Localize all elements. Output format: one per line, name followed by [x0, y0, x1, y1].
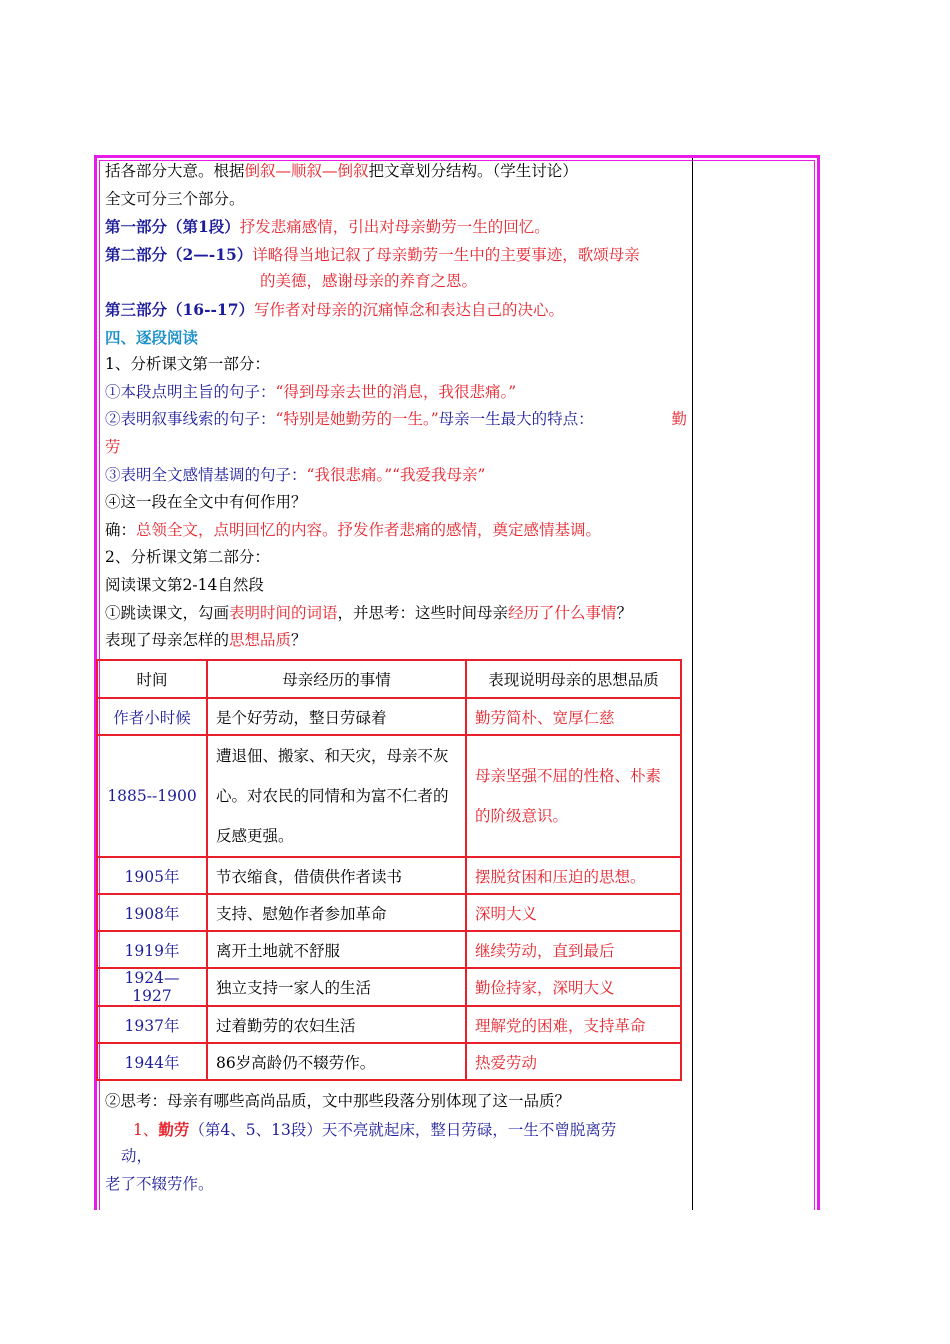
- part-3: [105, 296, 687, 324]
- answer-text: 总领全文，点明回忆的内容。抒发作者悲痛的感情，奠定感情基调。: [136, 520, 602, 539]
- quality-item-cont-2: 老了不辍劳作。: [105, 1174, 214, 1193]
- cell-event: 支持、慰勉作者参加革命: [207, 894, 466, 931]
- cell-event: 是个好劳动，整日劳碌着: [207, 698, 466, 735]
- skim-text-2: ？: [291, 631, 307, 650]
- header-event: 母亲经历的事情: [207, 660, 466, 698]
- main-content: [105, 158, 687, 655]
- reading-instruction: 阅读课文第2-14自然段: [105, 575, 264, 594]
- cell-event: 遭退佃、搬家、和天灾，母亲不灰心。对农民的同情和为富不仁者的反感更强。: [207, 735, 466, 857]
- question-answer: “我很悲痛。”“我爱我母亲”: [306, 465, 486, 484]
- cell-quality: 勤劳简朴、宽厚仁慈: [466, 698, 681, 735]
- mother-timeline-table: [96, 659, 682, 1081]
- answer-4: [105, 517, 687, 545]
- cell-event: 离开土地就不舒服: [207, 931, 466, 968]
- question-2: [105, 406, 687, 434]
- part-text: 抒发悲痛感情，引出对母亲勤劳一生的回忆。: [239, 218, 550, 237]
- skim-instruction-2: [105, 627, 687, 655]
- table-row: [97, 1043, 681, 1080]
- skim-highlight-2: 经历了什么事情: [508, 603, 617, 622]
- cell-event: 过着勤劳的农妇生活: [207, 1006, 466, 1043]
- quality-item-cont: 动，: [121, 1147, 153, 1166]
- cell-event: 独立支持一家人的生活: [207, 968, 466, 1006]
- cell-quality: 热爱劳动: [466, 1043, 681, 1080]
- intro-text-2: 把文章划分结构。（学生讨论）: [368, 162, 578, 180]
- cell-time: 1944年: [97, 1043, 207, 1080]
- question-answer-2: 勤: [671, 410, 687, 429]
- cell-quality: 摆脱贫困和压迫的思想。: [466, 857, 681, 894]
- cell-time: 1924—1927: [97, 968, 207, 1006]
- table-row: [97, 698, 681, 735]
- question-label: ②表明叙事线索的句子：: [105, 410, 276, 429]
- question-4: ④这一段在全文中有何作用？: [105, 493, 307, 512]
- table-row: [97, 968, 681, 1006]
- analysis-part-2: 2、分析课文第二部分：: [105, 548, 270, 567]
- think-question: ②思考：母亲有哪些高尚品质，文中那些段落分别体现了这一品质？: [105, 1092, 571, 1110]
- part-label: 第三部分（16--17）: [105, 299, 255, 319]
- question-answer: “特别是她勤劳的一生。”: [275, 410, 439, 429]
- skim-highlight: 表明时间的词语: [229, 603, 338, 622]
- intro-line-1: [105, 158, 687, 186]
- analysis-part-1: 1、分析课文第一部分：: [105, 355, 270, 374]
- question-2-cont: 劳: [105, 437, 121, 456]
- cell-time: 1885--1900: [97, 735, 207, 857]
- cell-event: 节衣缩食，借债供作者读书: [207, 857, 466, 894]
- table-header-row: [97, 660, 681, 698]
- header-quality: 表现说明母亲的思想品质: [466, 660, 681, 698]
- intro-line-2: 全文可分三个部分。: [105, 189, 245, 208]
- question-answer: “得到母亲去世的消息，我很悲痛。”: [275, 382, 517, 401]
- cell-quality: 深明大义: [466, 894, 681, 931]
- table-row: [97, 857, 681, 894]
- cell-time: 1937年: [97, 1006, 207, 1043]
- cell-quality: 继续劳动，直到最后: [466, 931, 681, 968]
- question-1: [105, 379, 687, 407]
- cell-quality: 理解党的困难，支持革命: [466, 1006, 681, 1043]
- quality-item: [105, 1116, 687, 1144]
- cell-quality: 母亲坚强不屈的性格、朴素的阶级意识。: [466, 735, 681, 857]
- part-2-cont: 的美德，感谢母亲的养育之恩。: [260, 272, 478, 291]
- column-divider: [692, 158, 693, 1210]
- item-number: 1、: [133, 1120, 159, 1139]
- question-label: ③表明全文感情基调的句子：: [105, 465, 307, 484]
- skim-highlight: 思想品质: [229, 631, 292, 650]
- cell-time: 1908年: [97, 894, 207, 931]
- table-row: [97, 931, 681, 968]
- skim-text: ①跳读课文，勾画: [105, 603, 230, 622]
- narrative-order: 倒叙—顺叙—倒叙: [244, 162, 369, 180]
- skim-text-3: ？: [616, 603, 633, 622]
- table-row: [97, 735, 681, 857]
- table-row: [97, 894, 681, 931]
- cell-event: 86岁高龄仍不辍劳作。: [207, 1043, 466, 1080]
- part-label: 第一部分（第1段）: [105, 217, 240, 237]
- after-table-content: [105, 1088, 687, 1198]
- section-heading: 四、逐段阅读: [105, 327, 199, 347]
- part-label: 第二部分（2—-15）: [105, 244, 253, 264]
- question-3: [105, 462, 687, 490]
- cell-time: 作者小时候: [97, 698, 207, 735]
- cell-time: 1919年: [97, 931, 207, 968]
- question-label: ①本段点明主旨的句子：: [105, 382, 276, 401]
- item-quality: 勤劳: [158, 1119, 190, 1139]
- answer-label: 确：: [105, 520, 137, 539]
- part-1: [105, 213, 687, 241]
- cell-quality: 勤俭持家，深明大义: [466, 968, 681, 1006]
- part-text: 写作者对母亲的沉痛悼念和表达自己的决心。: [254, 300, 565, 319]
- part-2: [105, 241, 687, 269]
- table-row: [97, 1006, 681, 1043]
- skim-instruction: [105, 600, 687, 628]
- skim-text: 表现了母亲怎样的: [105, 631, 230, 650]
- skim-text-2: ，并思考：这些时间母亲: [337, 603, 509, 622]
- part-text: 详略得当地记叙了母亲勤劳一生中的主要事迹，歌颂母亲: [252, 245, 640, 264]
- intro-text: 括各部分大意。根据: [105, 162, 245, 180]
- item-text: （第4、5、13段）天不亮就起床，整日劳碌，一生不曾脱离劳: [189, 1120, 617, 1139]
- cell-time: 1905年: [97, 857, 207, 894]
- header-time: 时间: [97, 660, 207, 698]
- question-label-2: 母亲一生最大的特点：: [438, 410, 594, 429]
